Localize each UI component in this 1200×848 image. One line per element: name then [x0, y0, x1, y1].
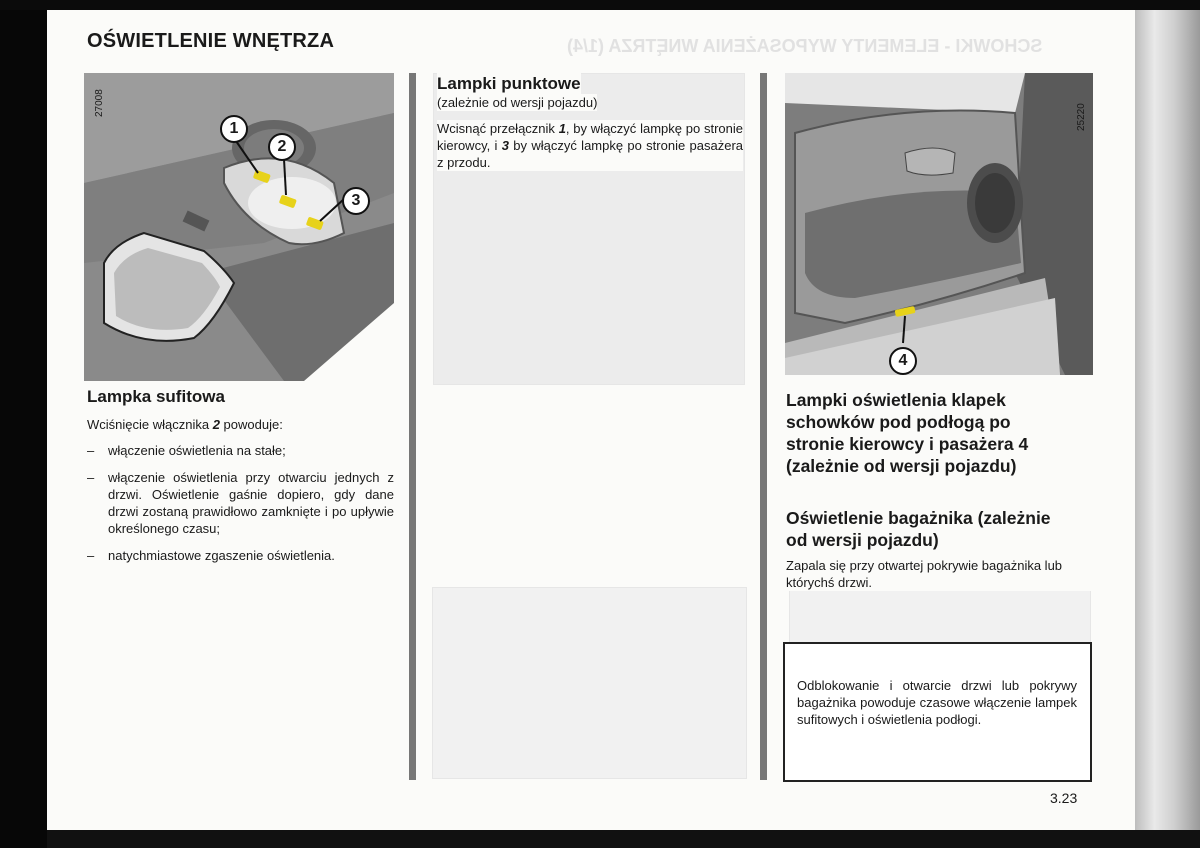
- ceiling-lamp-figure: [84, 73, 394, 381]
- column-separator: [409, 73, 416, 780]
- bleed-through-warning-box: [432, 587, 747, 779]
- bullet-item: – włączenie oświetlenia przy otwarciu jednych z drzwi. Oświetlenie gaśnie dopiero, gdy dane drzwi zostaną prawidłowo zamknięte i po upływie określonego czasu;: [87, 470, 394, 536]
- door-lamp-figure: [785, 73, 1093, 375]
- manual-page: [47, 10, 1135, 830]
- scan-right-edge: [1135, 10, 1200, 848]
- lampki-oswietlenia-heading: Lampki oświetlenia klapek schowków pod podłogą po stronie kierowcy i pasażera 4 (zależnie od wersji pojazdu): [786, 389, 1106, 477]
- lampka-sufitowa-heading: Lampka sufitowa: [87, 387, 225, 406]
- info-note-box: [783, 642, 1092, 782]
- figure-id-label: 25220: [1076, 103, 1087, 131]
- lampki-punktowe-subheading: (zależnie od wersji pojazdu): [437, 95, 598, 110]
- column-separator: [760, 73, 767, 780]
- callout-1: 1: [220, 115, 248, 143]
- bullet-item: – natychmiastowe zgaszenie oświetlenia.: [87, 548, 335, 563]
- scan-left-edge: [0, 0, 47, 848]
- bullet-item: – włączenie oświetlenia na stałe;: [87, 443, 286, 458]
- info-note-text: Odblokowanie i otwarcie drzwi lub pokrywy bagażnika powoduje czasowe włączenie lampek sufitowych i oświetlenia podłogi.: [797, 678, 1077, 727]
- callout-2: 2: [268, 133, 296, 161]
- scan-bottom-edge: [47, 830, 1200, 848]
- callout-3: 3: [342, 187, 370, 215]
- bleed-through-header: SCHOWKI - ELEMENTY WYPOSAŻENIA WNĘTRZA (1/4): [567, 36, 1043, 56]
- oswietlenie-bagaznika-body: Zapala się przy otwartej pokrywie bagażnika lub którychś drzwi.: [786, 557, 1094, 591]
- lampka-sufitowa-intro: Wciśnięcie włącznika 2 powoduje:: [87, 417, 283, 432]
- oswietlenie-bagaznika-heading: Oświetlenie bagażnika (zależnie od wersji pojazdu): [786, 507, 1106, 551]
- figure-id-label: 27008: [94, 89, 105, 117]
- lampki-punktowe-heading: Lampki punktowe: [437, 74, 581, 93]
- page-title: OŚWIETLENIE WNĘTRZA: [87, 30, 340, 53]
- page-number: 3.23: [1050, 790, 1078, 806]
- scan-top-edge: [0, 0, 1200, 10]
- lampki-punktowe-body: Wcisnąć przełącznik 1, by włączyć lampkę po stronie kierowcy, i 3 by włączyć lampkę po stronie pasażera z przodu.: [437, 121, 743, 170]
- callout-4: 4: [889, 347, 917, 375]
